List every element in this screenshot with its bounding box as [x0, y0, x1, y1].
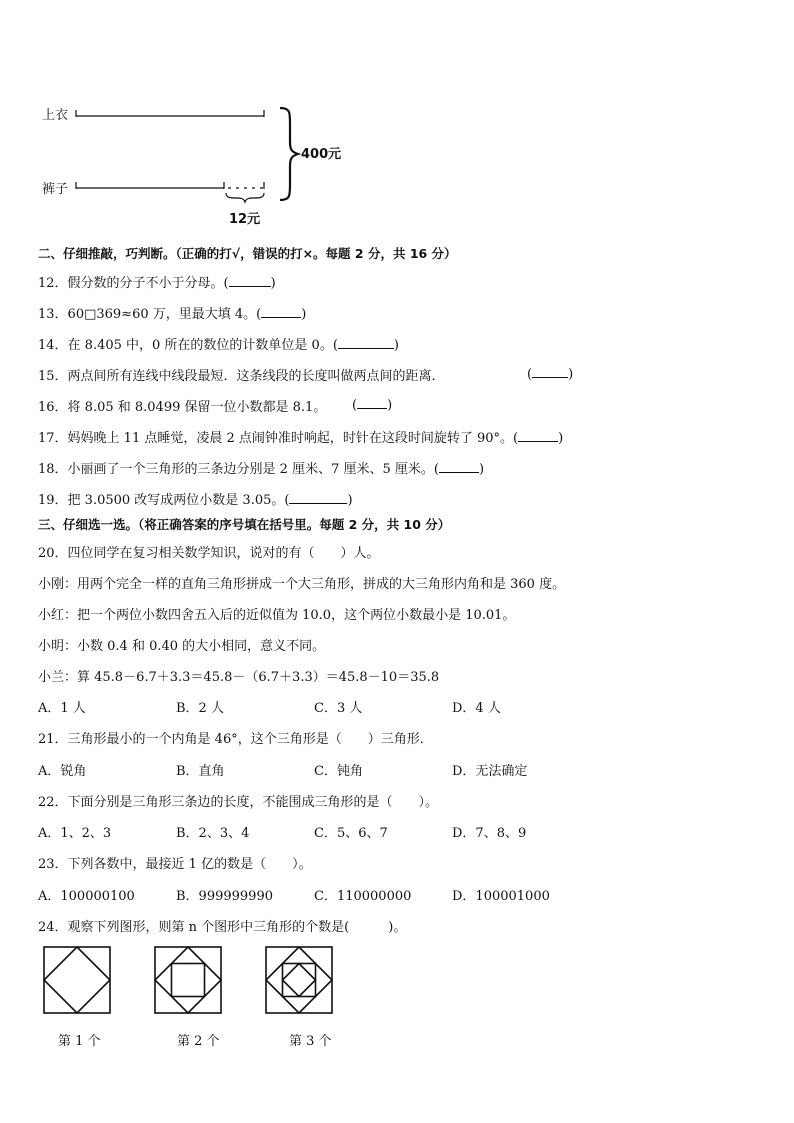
option-b[interactable]: B．2、3、4 [176, 826, 250, 841]
figure-2 [154, 946, 222, 1014]
option-c[interactable]: C．110000000 [314, 889, 412, 904]
question-text: 12．假分数的分子不小于分母。( [38, 276, 229, 291]
question-17 [38, 427, 563, 446]
paren-close: ) [478, 462, 485, 477]
paren-close: ) [393, 338, 399, 353]
option-b[interactable]: B．2 人 [176, 701, 224, 716]
bar-diagram-graphic [70, 100, 350, 230]
paren-close: ) [347, 493, 353, 508]
paren-open: ( [352, 398, 358, 413]
option-c[interactable]: C．5、6、7 [314, 826, 388, 841]
label-total: 400元 [301, 147, 342, 162]
question-text: 14．在 8.405 中，0 所在的数位的计数单位是 0。( [38, 338, 338, 353]
question-20-statement: 小刚：用两个完全一样的直角三角形拼成一个大三角形，拼成的大三角形内角和是 360 度。 [38, 577, 566, 592]
question-13 [38, 303, 306, 322]
option-c[interactable]: C．3 人 [314, 701, 363, 716]
question-text: 16．将 8.05 和 8.0499 保留一位小数都是 8.1。 [38, 400, 327, 415]
question-text: 19．把 3.0500 改写成两位小数是 3.05。( [38, 493, 290, 508]
question-text: 18．小丽画了一个三角形的三条边分别是 2 厘米、7 厘米、5 厘米。( [38, 462, 439, 477]
answer-blank[interactable] [338, 336, 394, 349]
question-15-answer [527, 365, 573, 382]
option-b[interactable]: B．999999990 [176, 889, 273, 904]
question-text: 15．两点间所有连线中线段最短．这条线段的长度叫做两点间的距离． [38, 369, 445, 384]
option-a[interactable]: A．锐角 [38, 764, 87, 779]
paren-close: ) [387, 398, 393, 413]
figure-1 [43, 946, 111, 1014]
question-14 [38, 334, 399, 353]
option-a[interactable]: A．1 人 [38, 701, 86, 716]
label-difference: 12元 [229, 212, 261, 227]
question-18 [38, 458, 484, 477]
question-text: 13．60□369≈60 万，里最大填 4。( [38, 307, 262, 322]
answer-blank[interactable] [289, 491, 347, 504]
question-16 [38, 396, 326, 415]
question-20-statement: 小明：小数 0.4 和 0.40 的大小相同，意义不同。 [38, 639, 326, 654]
question-20-statement: 小红：把一个两位小数四舍五入后的近似值为 10.0，这个两位小数最小是 10.01。 [38, 608, 516, 623]
option-a[interactable]: A．1、2、3 [38, 826, 112, 841]
option-d[interactable]: D．7、8、9 [452, 826, 527, 841]
option-c[interactable]: C．钝角 [314, 764, 363, 779]
option-d[interactable]: D．100001000 [452, 889, 550, 904]
answer-blank[interactable] [518, 429, 558, 442]
answer-blank[interactable] [261, 305, 301, 318]
figure-3 [265, 946, 333, 1014]
paren-close: ) [568, 367, 574, 382]
question-text: 17．妈妈晚上 11 点睡觉，凌晨 2 点闹钟准时响起，时针在这段时间旋转了 90°。( [38, 431, 519, 446]
label-pants: 裤子 [42, 182, 69, 197]
answer-blank[interactable] [532, 365, 568, 378]
section3-title: 三、仔细选一选。（将正确答案的序号填在括号里。每题 2 分，共 10 分） [38, 517, 451, 532]
paren-close: ) [558, 431, 564, 446]
option-d[interactable]: D．无法确定 [452, 764, 528, 779]
answer-blank[interactable] [357, 396, 387, 409]
question-16-answer [352, 396, 392, 413]
section2-title: 二、仔细推敲，巧判断。（正确的打√，错误的打×。每题 2 分，共 16 分） [38, 246, 457, 261]
label-shirt: 上衣 [42, 108, 69, 123]
question-15 [38, 365, 445, 384]
question-24-stem: 24．观察下列图形，则第 n 个图形中三角形的个数是( )。 [38, 920, 407, 935]
answer-blank[interactable] [229, 274, 271, 287]
question-20-statement: 小兰：算 45.8－6.7＋3.3＝45.8－（6.7＋3.3）＝45.8－10＝35.8 [38, 670, 440, 685]
figure-2-caption: 第 2 个 [177, 1034, 220, 1049]
question-21-stem: 21．三角形最小的一个内角是 46°，这个三角形是（ ）三角形． [38, 732, 433, 747]
option-b[interactable]: B．直角 [176, 764, 225, 779]
question-12 [38, 272, 276, 291]
question-19 [38, 489, 353, 508]
figure-1-caption: 第 1 个 [58, 1034, 101, 1049]
option-a[interactable]: A．100000100 [38, 889, 135, 904]
paren-close: ) [270, 276, 276, 291]
option-d[interactable]: D．4 人 [452, 701, 501, 716]
question-23-stem: 23．下列各数中，最接近 1 亿的数是（ ）。 [38, 857, 312, 872]
figure-3-caption: 第 3 个 [289, 1034, 332, 1049]
paren-close: ) [301, 307, 307, 322]
question-20-stem: 20．四位同学在复习相关数学知识，说对的有（ ）人。 [38, 546, 380, 561]
question-22-stem: 22．下面分别是三角形三条边的长度，不能围成三角形的是（ ）。 [38, 795, 439, 810]
answer-blank[interactable] [439, 460, 479, 473]
paren-open: ( [527, 367, 533, 382]
